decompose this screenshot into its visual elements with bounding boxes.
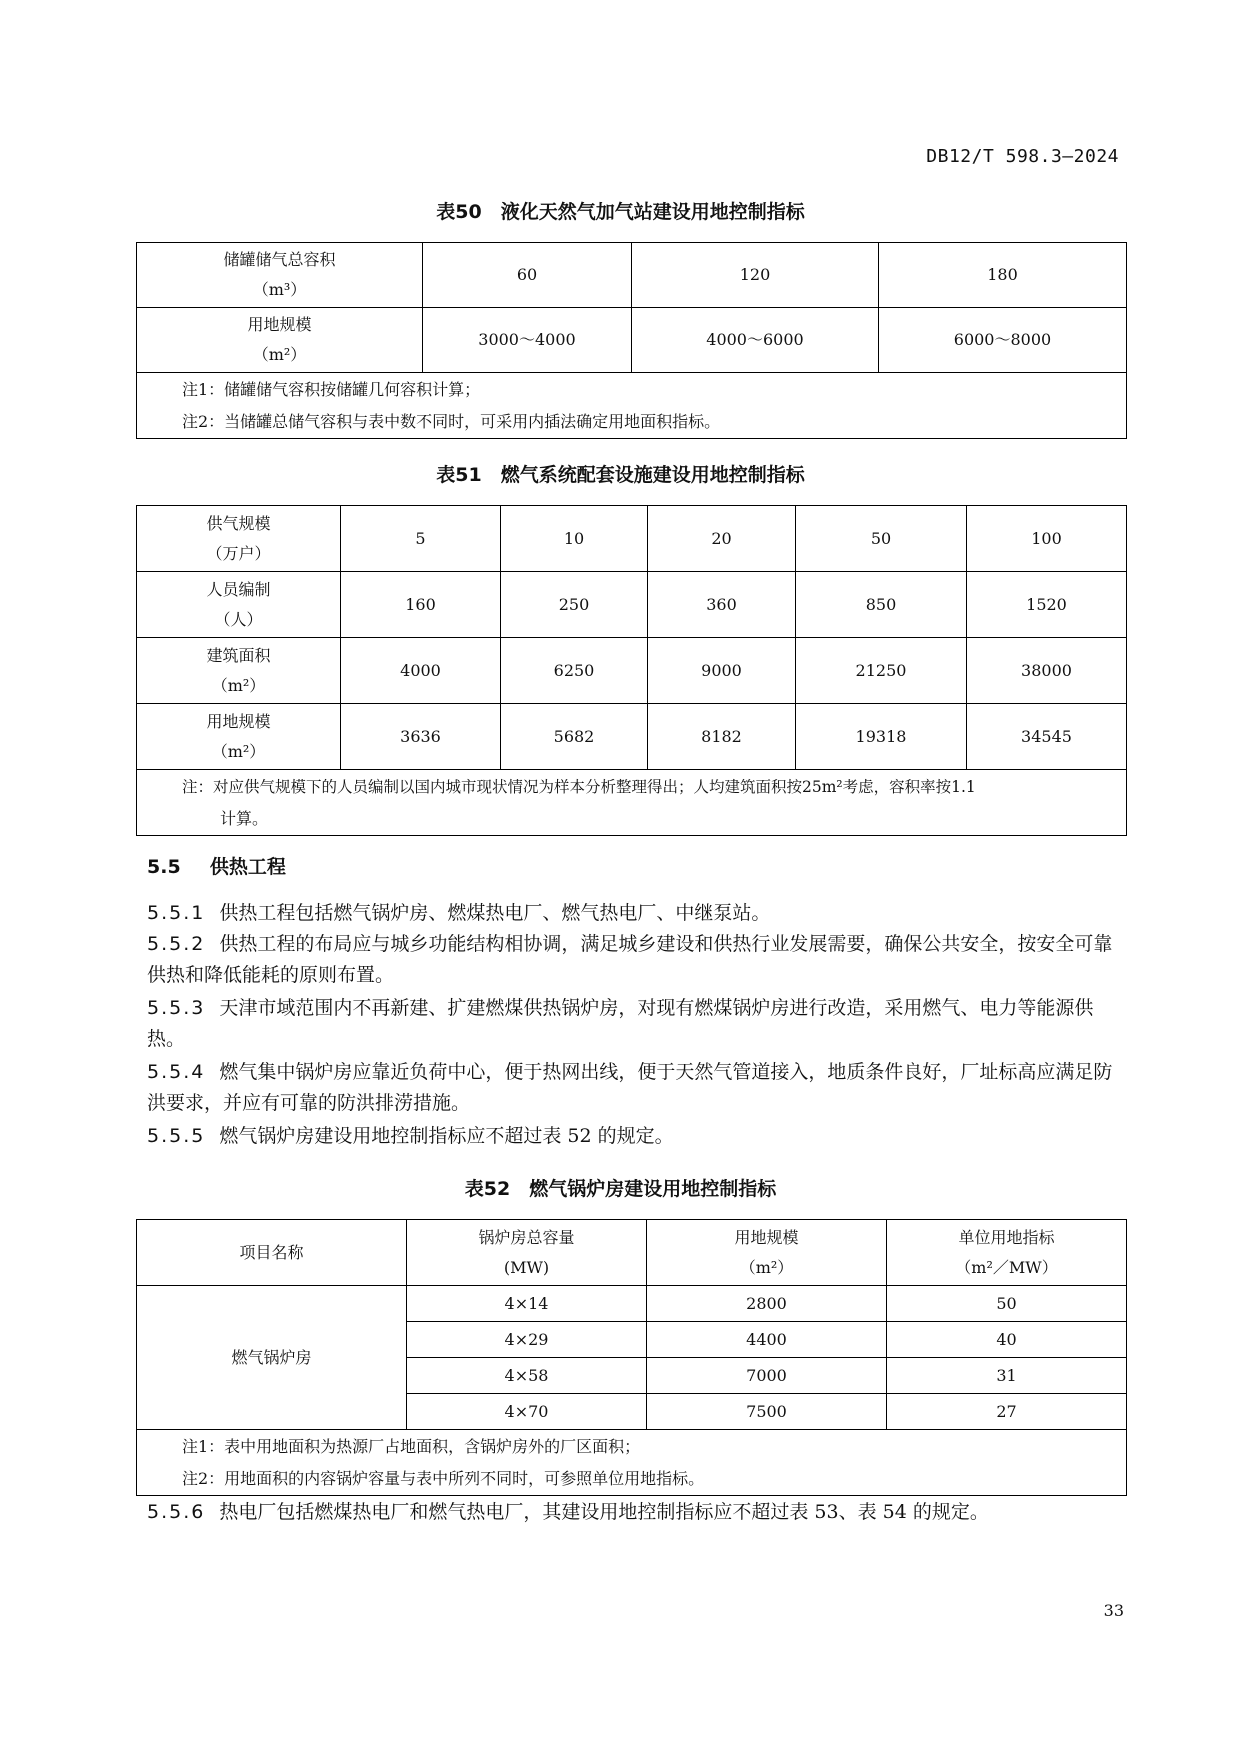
table-note [137, 770, 1127, 836]
table52-notes [137, 1430, 1127, 1496]
table-row [137, 638, 1127, 704]
row-header: 用地规模 （m²） [137, 308, 423, 373]
section-number: 5.5 [147, 856, 181, 878]
paragraph [147, 898, 1122, 929]
table-note [137, 1430, 1127, 1496]
table-cell: 3636 [341, 704, 501, 770]
table-cell: 31 [887, 1358, 1127, 1394]
table52 [136, 1219, 1127, 1496]
clause-number: 5.5.3 [147, 997, 206, 1019]
note-line: 注1：表中用地面积为热源厂占地面积，含锅炉房外的厂区面积； [182, 1436, 641, 1456]
table-row [137, 1286, 1127, 1322]
table50 [136, 242, 1127, 439]
table-cell: 850 [796, 572, 967, 638]
section-heading [147, 852, 286, 879]
table-cell: 4000～6000 [632, 308, 879, 373]
row-header: 用地规模 （m²） [137, 704, 341, 770]
table-cell: 40 [887, 1322, 1127, 1358]
table51-caption: 表51 燃气系统配套设施建设用地控制指标 [436, 464, 805, 486]
row-header: 储罐储气总容积 （m³） [137, 243, 423, 308]
clause-text: 供热工程的布局应与城乡功能结构相协调，满足城乡建设和供热行业发展需要，确保公共安全，按安全可靠供热和降低能耗的原则布置。 [147, 933, 1113, 986]
table-cell: 4×70 [407, 1394, 647, 1430]
note-line: 注：对应供气规模下的人员编制以国内城市现状情况为样本分析整理得出；人均建筑面积按25m²考虑，容积率按1.1 [182, 777, 976, 796]
table-row [137, 506, 1127, 572]
table-cell: 180 [879, 243, 1127, 308]
note-line: 注1：储罐储气容积按储罐几何容积计算； [182, 379, 481, 399]
table-cell: 10 [501, 506, 648, 572]
clause-number: 5.5.5 [147, 1125, 206, 1147]
table-cell: 7500 [647, 1394, 887, 1430]
table50-caption: 表50 液化天然气加气站建设用地控制指标 [436, 201, 805, 223]
row-header: 人员编制 （人） [137, 572, 341, 638]
clause-number: 5.5.4 [147, 1061, 206, 1083]
table51-notes [137, 770, 1127, 836]
column-header: 锅炉房总容量 (MW) [407, 1220, 647, 1286]
table-row [137, 704, 1127, 770]
table-cell: 160 [341, 572, 501, 638]
row-header: 建筑面积 （m²） [137, 638, 341, 704]
table-cell: 20 [648, 506, 796, 572]
table-cell: 4×58 [407, 1358, 647, 1394]
table-cell: 100 [967, 506, 1127, 572]
table-cell: 6250 [501, 638, 648, 704]
item-name-cell: 燃气锅炉房 [137, 1286, 407, 1430]
column-header: 项目名称 [137, 1220, 407, 1286]
table-note [137, 373, 1127, 439]
table-cell: 38000 [967, 638, 1127, 704]
table-cell: 7000 [647, 1358, 887, 1394]
table50-row-capacity [137, 243, 1127, 308]
page-number: 33 [1103, 1601, 1124, 1620]
clause-number: 5.5.2 [147, 933, 206, 955]
clause-text: 供热工程包括燃气锅炉房、燃煤热电厂、燃气热电厂、中继泵站。 [219, 902, 771, 924]
table-cell: 9000 [648, 638, 796, 704]
table-cell: 1520 [967, 572, 1127, 638]
column-header: 单位用地指标 （m²／MW） [887, 1220, 1127, 1286]
section-title: 供热工程 [209, 856, 286, 878]
table-cell: 2800 [647, 1286, 887, 1322]
table-cell: 19318 [796, 704, 967, 770]
clause-number: 5.5.1 [147, 902, 206, 924]
table50-row-land [137, 308, 1127, 373]
standard-number: DB12/T 598.3—2024 [926, 146, 1119, 167]
table-cell: 27 [887, 1394, 1127, 1430]
clause-number: 5.5.6 [147, 1501, 206, 1523]
table50-notes [137, 373, 1127, 439]
clause-text: 燃气锅炉房建设用地控制指标应不超过表 52 的规定。 [219, 1125, 674, 1147]
table-cell: 5 [341, 506, 501, 572]
table-header-row [137, 1220, 1127, 1286]
paragraph [147, 1497, 1122, 1528]
paragraph [147, 1057, 1122, 1119]
table-cell: 50 [887, 1286, 1127, 1322]
table-cell: 120 [632, 243, 879, 308]
paragraph [147, 1121, 1122, 1152]
table-cell: 60 [423, 243, 632, 308]
clause-text: 燃气集中锅炉房应靠近负荷中心，便于热网出线，便于天然气管道接入，地质条件良好，厂址标高应满足防洪要求，并应有可靠的防洪排涝措施。 [147, 1061, 1113, 1114]
table52-caption: 表52 燃气锅炉房建设用地控制指标 [464, 1178, 777, 1200]
table-cell: 5682 [501, 704, 648, 770]
column-header: 用地规模 （m²） [647, 1220, 887, 1286]
note-line: 计算。 [220, 808, 269, 828]
note-line: 注2：当储罐总储气容积与表中数不同时，可采用内插法确定用地面积指标。 [182, 411, 721, 431]
table-row [137, 572, 1127, 638]
paragraph [147, 993, 1122, 1055]
table-cell: 3000～4000 [423, 308, 632, 373]
note-line: 注2：用地面积的内容锅炉容量与表中所列不同时，可参照单位用地指标。 [182, 1468, 705, 1488]
row-header: 供气规模 （万户） [137, 506, 341, 572]
clause-text: 天津市域范围内不再新建、扩建燃煤供热锅炉房，对现有燃煤锅炉房进行改造，采用燃气、电力等能源供热。 [147, 997, 1094, 1050]
table-cell: 6000～8000 [879, 308, 1127, 373]
clause-text: 热电厂包括燃煤热电厂和燃气热电厂，其建设用地控制指标应不超过表 53、表 54 的规定。 [219, 1501, 989, 1523]
table-cell: 4000 [341, 638, 501, 704]
table-cell: 250 [501, 572, 648, 638]
table51 [136, 505, 1127, 836]
table-cell: 4×14 [407, 1286, 647, 1322]
table-cell: 4×29 [407, 1322, 647, 1358]
table-cell: 21250 [796, 638, 967, 704]
table-cell: 34545 [967, 704, 1127, 770]
paragraph [147, 929, 1122, 991]
table-cell: 8182 [648, 704, 796, 770]
table-cell: 360 [648, 572, 796, 638]
table-cell: 50 [796, 506, 967, 572]
table-cell: 4400 [647, 1322, 887, 1358]
